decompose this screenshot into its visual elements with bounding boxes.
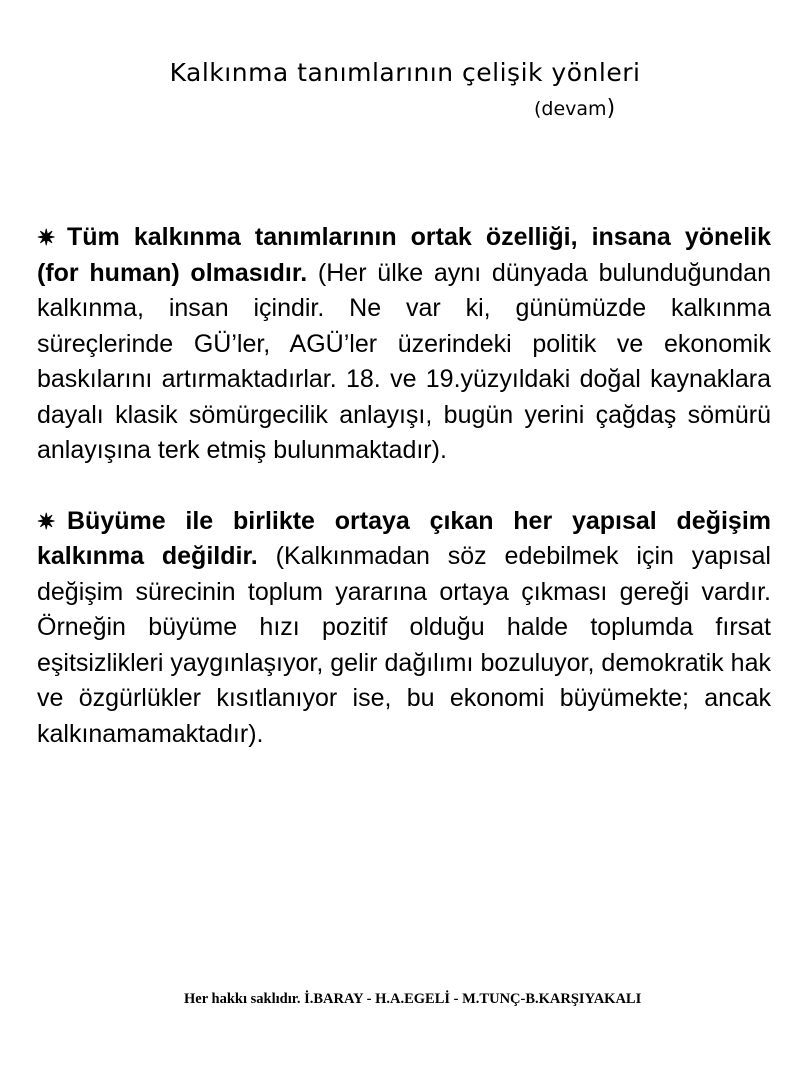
point-1 bbox=[37, 220, 771, 469]
point-body: (Kalkınmadan söz edebilmek için yapısal değişim sürecinin toplum yararına ortaya çıkması gereği vardır. Örneğin büyüme hızı pozitif olduğu halde toplumda fırsat eşitsizlikleri yaygınlaşıyor, gelir dağılımı bozuluyor, demokratik hak ve özgürlükler kısıtlanıyor ise, bu ekonomi büyümekte; ancak kalkınamamaktadır). bbox=[37, 542, 771, 748]
point-2 bbox=[37, 504, 771, 753]
subtitle-close-paren: ) bbox=[606, 96, 616, 121]
copyright-footer: Her hakkı saklıdır. İ.BARAY - H.A.EGELİ - M.TUNÇ-B.KARŞIYAKALI bbox=[184, 991, 642, 1007]
main-content bbox=[37, 220, 771, 752]
star-bullet-icon: ✷ bbox=[37, 508, 56, 534]
star-bullet-icon: ✷ bbox=[37, 225, 56, 250]
subtitle-text: (devam bbox=[534, 98, 607, 120]
point-heading: Tüm kalkınma tanımlarının ortak özelliği, insana yönelik (for human) olmasıdır. bbox=[37, 223, 771, 287]
page-title: Kalkınma tanımlarının çelişik yönleri bbox=[169, 58, 641, 87]
point-body: (Her ülke aynı dünyada bulunduğundan kalkınma, insan içindir. Ne var ki, günümüzde kalkınma süreçlerinde GÜ’ler, AGÜ’ler üzerindeki politik ve ekonomik baskılarını artırmaktadırlar. 18. ve 19.yüzyıldaki doğal kaynaklara dayalı klasik sömürgecilik anlayışı, bugün yerini çağdaş sömürü anlayışına terk etmiş bulunmaktadır). bbox=[37, 258, 771, 464]
point-heading: Büyüme ile birlikte ortaya çıkan her yapısal değişim kalkınma değildir. bbox=[37, 506, 771, 570]
page-subtitle bbox=[534, 96, 615, 121]
